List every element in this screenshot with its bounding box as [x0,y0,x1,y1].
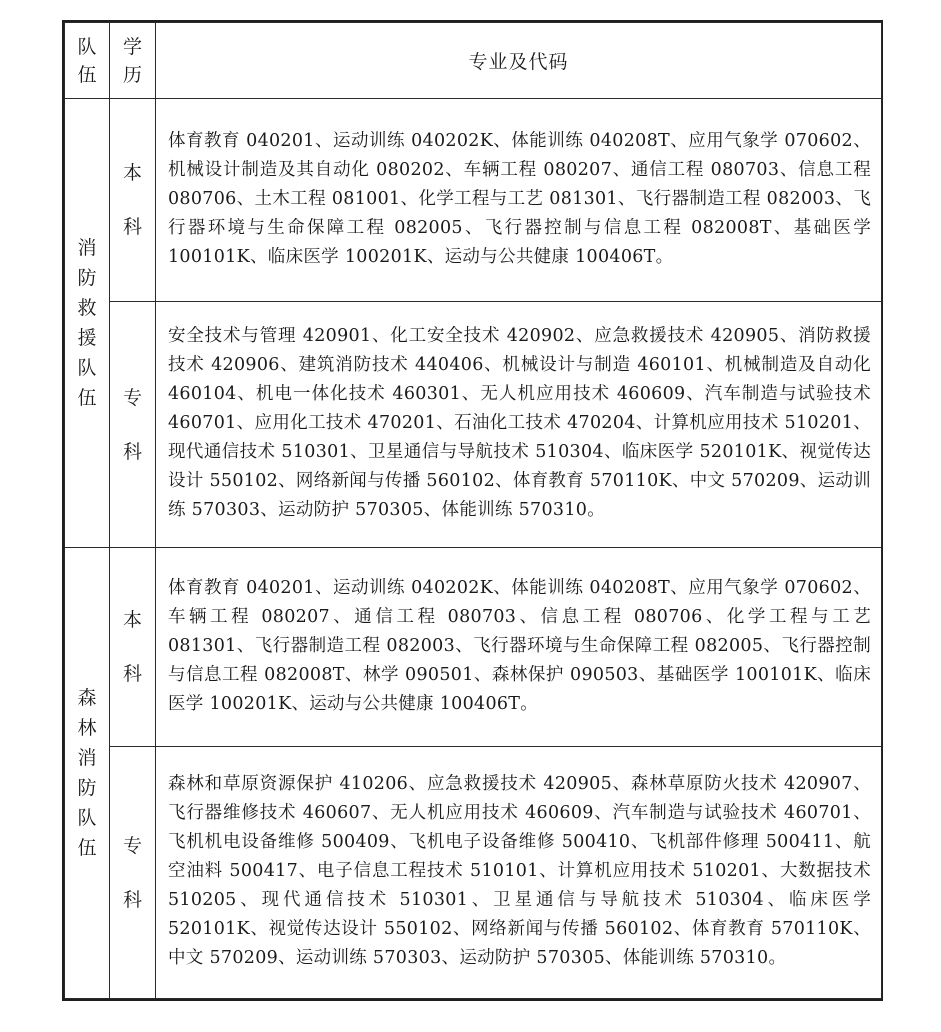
major-list: 安全技术与管理 420901、化工安全技术 420902、应急救援技术 420905、消防救援技术 420906、建筑消防技术 440406、机械设计与制造 460101、机械制造及自动化 460104、机电一体化技术 460301、无人机应用技术 460609、汽车制造与试验技术 460701、应用化工技术 470201、石油化工技术 470204、计算机应用技术 510201、现代通信技术 510301、卫星通信与导航技术 510304、临床医学 520101K、视觉传达设计 550102、网络新闻与传播 560102、体育教育 570110K、中文 570209、运动训练 570303、运动防护 570305、体能训练 570310。 [156,302,882,548]
header-education: 学 历 [110,23,156,99]
table-row [65,548,882,747]
education-junior-college: 专 科 [110,302,156,548]
header-team: 队 伍 [65,23,110,99]
education-bachelor: 本 科 [110,99,156,302]
table-row [65,747,882,999]
table-row [65,302,882,548]
majors-table-frame [62,20,883,1001]
major-list: 体育教育 040201、运动训练 040202K、体能训练 040208T、应用气象学 070602、机械设计制造及其自动化 080202、车辆工程 080207、通信工程 080703、信息工程 080706、土木工程 081001、化学工程与工艺 081301、飞行器制造工程 082003、飞行器环境与生命保障工程 082005、飞行器控制与信息工程 082008T、基础医学 100101K、临床医学 100201K、运动与公共健康 100406T。 [156,99,882,302]
major-list: 体育教育 040201、运动训练 040202K、体能训练 040208T、应用气象学 070602、车辆工程 080207、通信工程 080703、信息工程 080706、化学工程与工艺 081301、飞行器制造工程 082003、飞行器环境与生命保障工程 082005、飞行器控制与信息工程 082008T、林学 090501、森林保护 090503、基础医学 100101K、临床医学 100201K、运动与公共健康 100406T。 [156,548,882,747]
education-bachelor: 本 科 [110,548,156,747]
majors-table [64,22,882,999]
team-forest-fire: 森 林 消 防 队 伍 [65,548,110,999]
team-fire-rescue: 消 防 救 援 队 伍 [65,99,110,548]
header-major-code: 专业及代码 [156,23,882,99]
education-junior-college: 专 科 [110,747,156,999]
table-row [65,99,882,302]
major-list: 森林和草原资源保护 410206、应急救援技术 420905、森林草原防火技术 420907、飞行器维修技术 460607、无人机应用技术 460609、汽车制造与试验技术 460701、飞机机电设备维修 500409、飞机电子设备维修 500410、飞机部件修理 500411、航空油料 500417、电子信息工程技术 510101、计算机应用技术 510201、大数据技术 510205、现代通信技术 510301、卫星通信与导航技术 510304、临床医学 520101K、视觉传达设计 550102、网络新闻与传播 560102、体育教育 570110K、中文 570209、运动训练 570303、运动防护 570305、体能训练 570310。 [156,747,882,999]
table-header-row [65,23,882,99]
